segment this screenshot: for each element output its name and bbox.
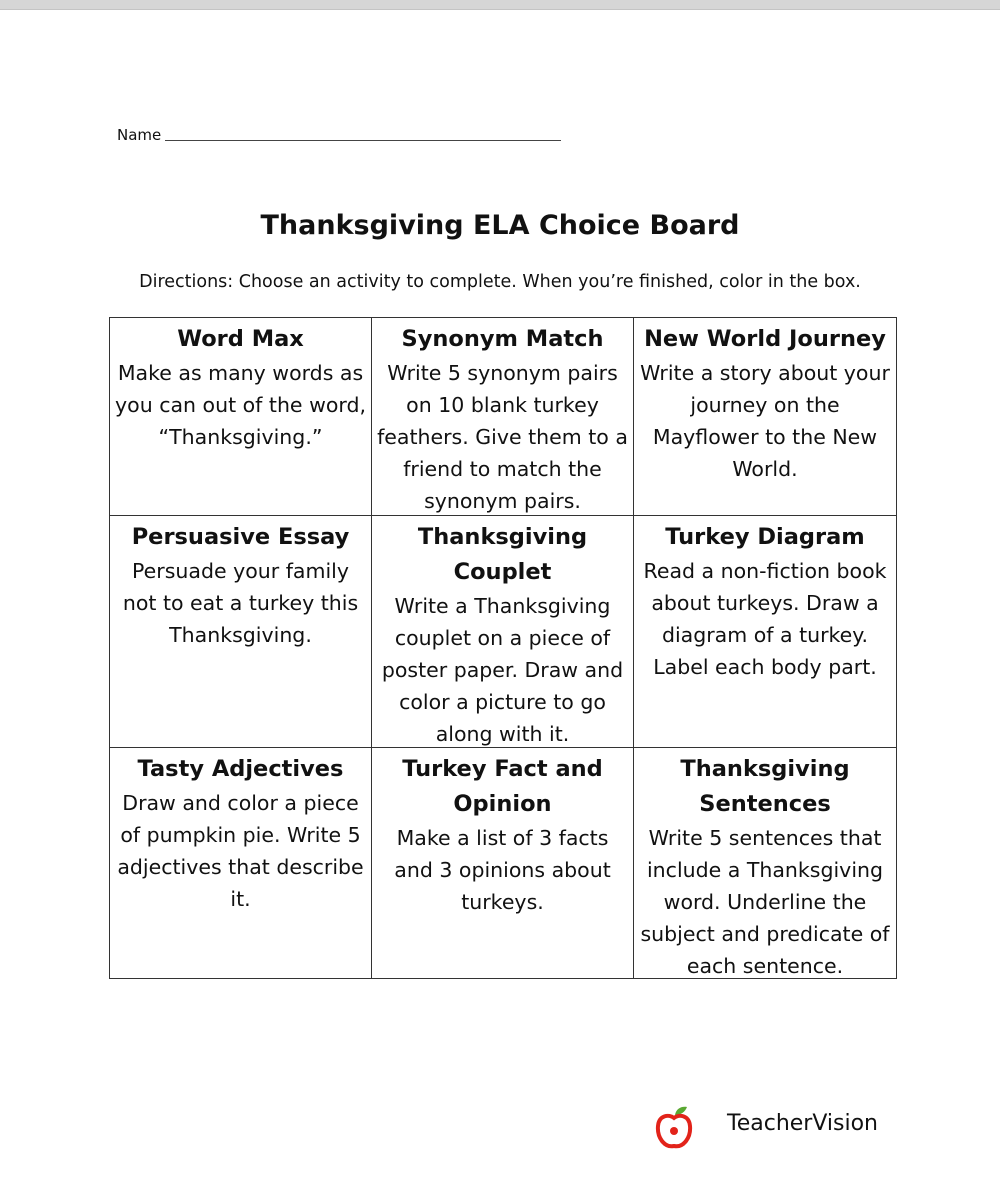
cell-title: Thanksgiving Couplet: [417, 524, 588, 585]
board-cell: [110, 318, 372, 516]
cell-text: Write 5 synonym pairs on 10 blank turkey feathers. Give them to a friend to match the synonym pairs.: [377, 361, 628, 513]
name-field-row: [117, 126, 561, 144]
board-cell: [634, 516, 896, 748]
board-cell: [634, 318, 896, 516]
cell-text: Make as many words as you can out of the word, “Thanksgiving.”: [115, 361, 366, 449]
cell-text: Write 5 sentences that include a Thanksgiving word. Underline the subject and predicate of each sentence.: [640, 826, 890, 978]
brand-logo: [654, 1103, 878, 1151]
cell-title: Turkey Diagram: [665, 524, 865, 550]
board-cell: [372, 516, 634, 748]
window-top-bar: [0, 0, 1000, 10]
board-cell: [372, 748, 634, 978]
cell-title: Word Max: [177, 326, 304, 352]
page-title: Thanksgiving ELA Choice Board: [260, 210, 740, 241]
cell-text: Draw and color a piece of pumpkin pie. Write 5 adjectives that describe it.: [117, 791, 364, 911]
board-cell: [372, 318, 634, 516]
directions-text: Directions: Choose an activity to complete. When you’re finished, color in the box.: [139, 272, 861, 292]
board-cell: [110, 516, 372, 748]
choice-board-grid: [109, 317, 897, 979]
board-cell: [634, 748, 896, 978]
cell-text: Read a non-fiction book about turkeys. Draw a diagram of a turkey. Label each body part.: [643, 559, 887, 679]
name-label: Name: [117, 126, 162, 144]
cell-text: Write a Thanksgiving couplet on a piece of poster paper. Draw and color a picture to go along with it.: [381, 594, 624, 746]
cell-title: Synonym Match: [401, 326, 604, 352]
apple-icon: [654, 1103, 694, 1151]
board-cell: [110, 748, 372, 978]
cell-title: Tasty Adjectives: [137, 756, 344, 782]
name-blank-line: [165, 140, 561, 141]
cell-title: Thanksgiving Sentences: [680, 756, 850, 817]
cell-title: Persuasive Essay: [131, 524, 350, 550]
cell-text: Make a list of 3 facts and 3 opinions about turkeys.: [394, 826, 611, 914]
cell-text: Write a story about your journey on the Mayflower to the New World.: [640, 361, 890, 481]
cell-text: Persuade your family not to eat a turkey this Thanksgiving.: [122, 559, 359, 647]
cell-title: New World Journey: [644, 326, 886, 352]
cell-title: Turkey Fact and Opinion: [402, 756, 603, 817]
brand-name: TeacherVision: [727, 1110, 878, 1136]
